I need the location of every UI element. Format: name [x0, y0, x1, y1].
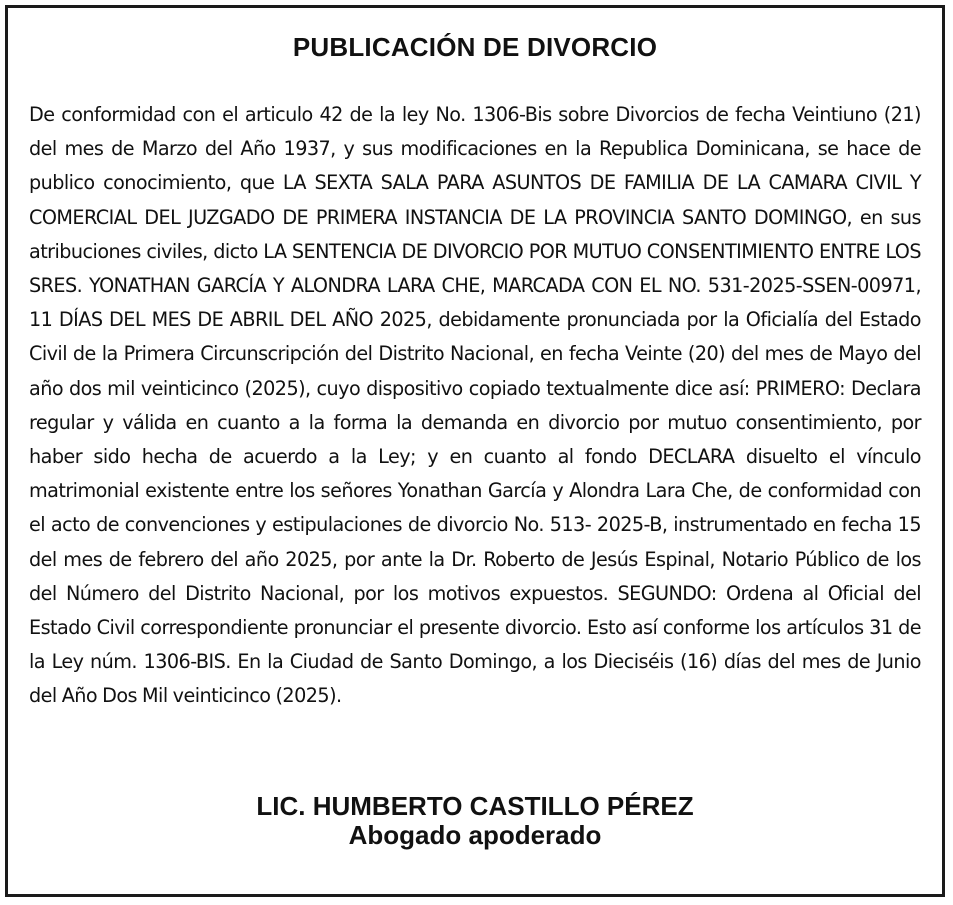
- signer-name: LIC. HUMBERTO CASTILLO PÉREZ: [256, 791, 694, 821]
- signer-role: Abogado apoderado: [348, 820, 602, 850]
- notice-body: De conformidad con el articulo 42 de la ley No. 1306-Bis sobre Divorcios de fecha Veintiuno (21) del mes de Marzo del Año 1937, y sus modificaciones en la Republica Dominicana, se hace de publico conocimiento, que LA SEXTA SALA PARA ASUNTOS DE FAMILIA DE LA CAMARA CIVIL Y COMERCIAL DEL JUZGADO DE PRIMERA INSTANCIA DE LA PROVINCIA SANTO DOMINGO, en sus atribuciones civiles, dicto LA SENTENCIA DE DIVORCIO POR MUTUO CONSENTIMIENTO ENTRE LOS SRES. YONATHAN GARCÍA Y ALONDRA LARA CHE, MARCADA CON EL NO. 531-2025-SSEN-00971, 11 DÍAS DEL MES DE ABRIL DEL AÑO 2025, debidamente pronunciada por la Oficialía del Estado Civil de la Primera Circunscripción del Distrito Nacional, en fecha Veinte (20) del mes de Mayo del año dos mil veinticinco (2025), cuyo dispositivo copiado textualmente dice así: PRIMERO: Declara regular y válida en cuanto a la forma la demanda en divorcio por mutuo consentimiento, por haber sido hecha de acuerdo a la Ley; y en cuanto al fondo DECLARA disuelto el vínculo matrimonial existente entre los señores Yonathan García y Alondra Lara Che, de conformidad con el acto de convenciones y estipulaciones de divorcio No. 513- 2025-B, instrumentado en fecha 15 del mes de febrero del año 2025, por ante la Dr. Roberto de Jesús Espinal, Notario Público de los del Número del Distrito Nacional, por los motivos expuestos. SEGUNDO: Ordena al Oficial del Estado Civil correspondiente pronunciar el presente divorcio. Esto así conforme los artículos 31 de la Ley núm. 1306-BIS. En la Ciudad de Santo Domingo, a los Dieciséis (16) días del mes de Junio del Año Dos Mil veinticinco (2025).: [29, 103, 921, 708]
- notice-title: PUBLICACIÓN DE DIVORCIO: [292, 32, 658, 62]
- signature-block: [8, 791, 942, 849]
- divorce-notice-box: [5, 5, 945, 897]
